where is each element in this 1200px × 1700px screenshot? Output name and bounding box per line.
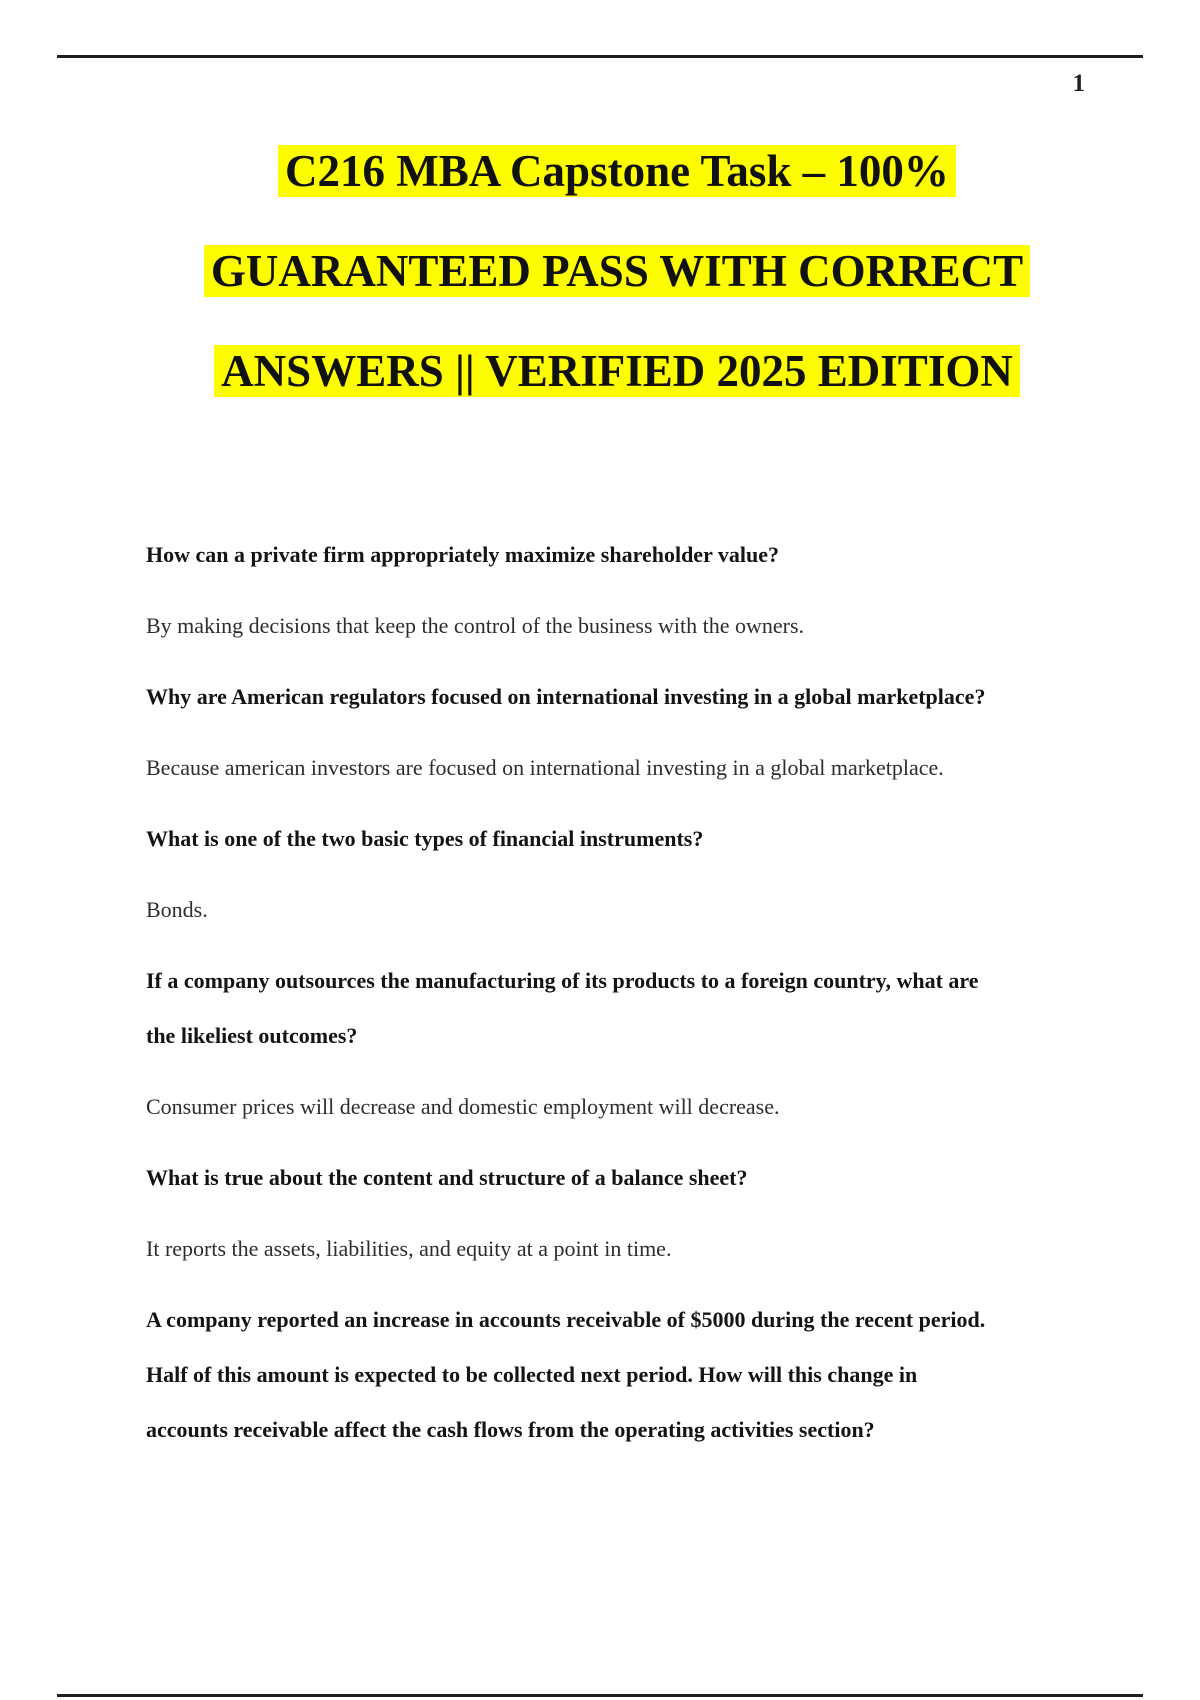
qa-item bbox=[146, 1292, 1146, 1457]
question-line: accounts receivable affect the cash flows from the operating activities section? bbox=[146, 1417, 875, 1442]
question-line: If a company outsources the manufacturing of its products to a foreign country, what are bbox=[146, 968, 979, 993]
qa-item bbox=[146, 811, 1146, 937]
question-line: Why are American regulators focused on international investing in a global marketplace? bbox=[146, 684, 986, 709]
question bbox=[146, 1150, 1146, 1205]
title-line-1-highlight: C216 MBA Capstone Task – 100% bbox=[278, 145, 956, 197]
title-line-3-highlight: ANSWERS || VERIFIED 2025 EDITION bbox=[214, 345, 1020, 397]
answer-line: It reports the assets, liabilities, and equity at a point in time. bbox=[146, 1236, 672, 1261]
question bbox=[146, 811, 1146, 866]
page-number: 1 bbox=[1072, 70, 1085, 97]
question bbox=[146, 669, 1146, 724]
qa-item bbox=[146, 953, 1146, 1134]
answer bbox=[146, 1079, 1146, 1134]
title-line-3 bbox=[146, 346, 1088, 396]
answer-line: Because american investors are focused on international investing in a global marketplace. bbox=[146, 755, 944, 780]
question bbox=[146, 1292, 1146, 1457]
qa-item bbox=[146, 669, 1146, 795]
question-line: the likeliest outcomes? bbox=[146, 1023, 358, 1048]
answer bbox=[146, 740, 1146, 795]
answer-line: By making decisions that keep the control of the business with the owners. bbox=[146, 613, 805, 638]
qa-item bbox=[146, 1150, 1146, 1276]
answer bbox=[146, 882, 1146, 937]
question-line: What is true about the content and structure of a balance sheet? bbox=[146, 1165, 748, 1190]
title-line-2-highlight: GUARANTEED PASS WITH CORRECT bbox=[204, 245, 1030, 297]
answer bbox=[146, 598, 1146, 653]
question-line: A company reported an increase in accounts receivable of $5000 during the recent period. bbox=[146, 1307, 986, 1332]
title-line-2 bbox=[146, 246, 1088, 296]
question bbox=[146, 527, 1146, 582]
question-line: Half of this amount is expected to be collected next period. How will this change in bbox=[146, 1362, 918, 1387]
answer bbox=[146, 1221, 1146, 1276]
document-title bbox=[146, 146, 1088, 446]
question-line: How can a private firm appropriately maximize shareholder value? bbox=[146, 542, 780, 567]
bottom-rule bbox=[57, 1694, 1143, 1697]
question bbox=[146, 953, 1146, 1063]
qa-content bbox=[146, 527, 1146, 1473]
question-line: What is one of the two basic types of financial instruments? bbox=[146, 826, 704, 851]
qa-item bbox=[146, 527, 1146, 653]
answer-line: Bonds. bbox=[146, 897, 208, 922]
answer-line: Consumer prices will decrease and domestic employment will decrease. bbox=[146, 1094, 780, 1119]
title-line-1 bbox=[146, 146, 1088, 196]
top-rule bbox=[57, 55, 1143, 58]
